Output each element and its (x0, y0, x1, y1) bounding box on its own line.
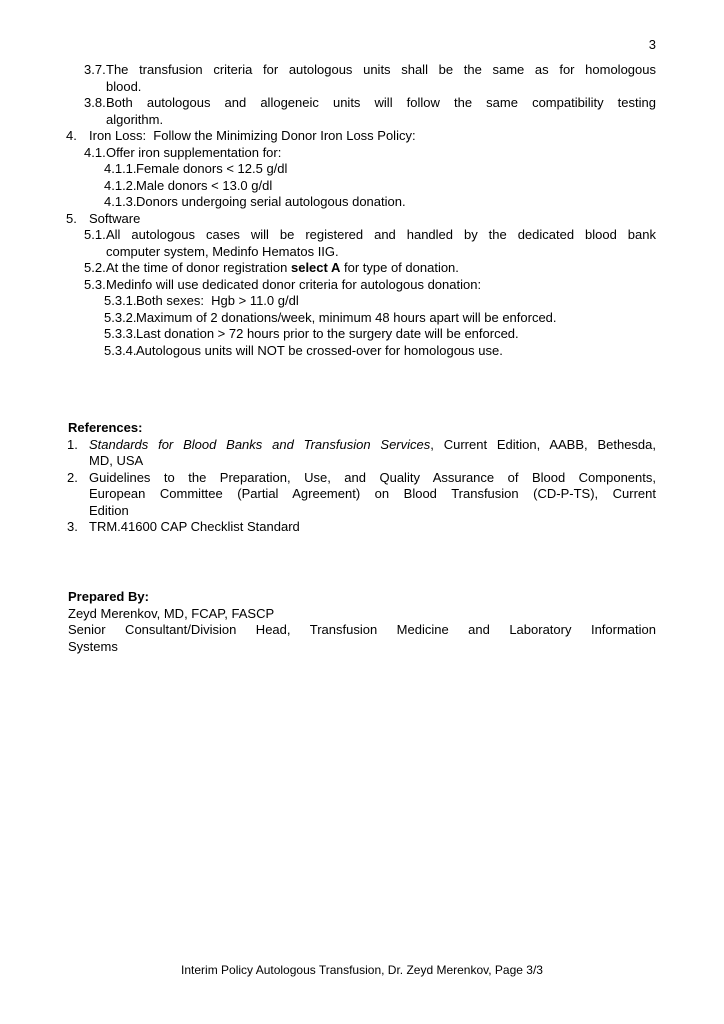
item-number: 5.3.3. (104, 326, 137, 341)
item-number: 5. (66, 210, 77, 226)
item-text (89, 211, 656, 228)
list-item-ref-3 (0, 519, 724, 536)
item-number: 1. (67, 436, 78, 452)
text-line (68, 639, 656, 656)
text-segment: blood. (106, 78, 142, 94)
text-line (106, 260, 656, 277)
text-segment: Guidelines to the Preparation, Use, and Quality Assurance of Blood Components, (89, 469, 656, 485)
item-text (106, 277, 656, 294)
text-line (106, 112, 656, 129)
list-item-5-3 (0, 277, 724, 294)
text-line (136, 178, 656, 195)
text-segment: MD, USA (89, 453, 144, 468)
text-segment: Zeyd Merenkov, MD, FCAP, FASCP (68, 605, 275, 621)
text-line (106, 62, 656, 79)
item-text (89, 437, 656, 470)
text-segment: Medinfo will use dedicated donor criteria for autologous donation: (106, 276, 482, 292)
policy-list (0, 62, 724, 359)
text-line (106, 79, 656, 96)
list-item-5-3-4 (0, 343, 724, 360)
text-segment: Systems (68, 638, 118, 654)
item-number: 3. (67, 519, 78, 534)
item-text (106, 145, 656, 162)
text-segment: The transfusion criteria for autologous units shall be the same as for homologous (106, 62, 656, 77)
item-text (89, 519, 656, 536)
text-line (89, 503, 656, 520)
text-segment: Both autologous and allogeneic units will follow the same compatibility testing (106, 95, 656, 110)
item-text (106, 95, 656, 128)
text-line (106, 145, 656, 162)
list-item-4-1 (0, 145, 724, 162)
text-segment: All autologous cases will be registered and handled by the dedicated blood bank (106, 227, 656, 242)
list-item-4 (0, 128, 724, 145)
item-text (106, 62, 656, 95)
list-item-5-1 (0, 227, 724, 260)
text-segment: computer system, Medinfo Hematos IIG. (106, 243, 339, 259)
references-heading: References: (68, 420, 143, 435)
list-item-ref-1 (0, 437, 724, 470)
list-item-3-8 (0, 95, 724, 128)
item-text (136, 194, 656, 211)
text-line (68, 606, 656, 623)
text-segment: European Committee (Partial Agreement) on Blood Transfusion (CD-P-TS), Current (89, 486, 656, 501)
text-line (89, 437, 656, 454)
item-number: 5.1. (84, 227, 106, 242)
text-line (106, 277, 656, 294)
prepared-by-heading: Prepared By: (68, 589, 149, 604)
text-line (136, 161, 656, 178)
list-item-5 (0, 211, 724, 228)
item-text (136, 326, 656, 343)
text-segment: Autologous units will NOT be crossed-over for homologous use. (136, 342, 503, 358)
text-line (68, 622, 656, 639)
item-number: 5.3.1. (104, 293, 137, 308)
text-segment: Donors undergoing serial autologous donation. (136, 194, 406, 209)
text-segment: At the time of donor registration (106, 260, 291, 275)
item-text (89, 128, 656, 145)
item-number: 5.3.4. (104, 342, 137, 358)
item-number: 5.3. (84, 276, 106, 292)
item-text (106, 260, 656, 277)
references-section (0, 420, 724, 536)
item-number: 4. (66, 128, 77, 143)
item-text (89, 470, 656, 520)
text-line (136, 194, 656, 211)
item-number: 5.2. (84, 260, 106, 275)
text-segment: Offer iron supplementation for: (106, 144, 282, 160)
text-line (106, 227, 656, 244)
text-segment: Female donors < 12.5 g/dl (136, 161, 288, 176)
text-segment: Maximum of 2 donations/week, minimum 48 hours apart will be enforced. (136, 309, 557, 325)
item-text (136, 178, 656, 195)
list-item-4-1-3 (0, 194, 724, 211)
text-segment: for type of donation. (340, 260, 459, 275)
references-list (0, 437, 724, 536)
item-number: 4.1.2. (104, 177, 137, 193)
prepared-by-lines (0, 606, 724, 656)
page-number: 3 (648, 37, 656, 52)
text-segment: select A (290, 260, 341, 275)
item-text (106, 227, 656, 260)
text-line (136, 293, 656, 310)
text-segment: Both sexes: Hgb > 11.0 g/dl (136, 293, 299, 308)
item-text (136, 161, 656, 178)
text-segment: Edition (89, 502, 129, 518)
text-segment: Last donation > 72 hours prior to the surgery date will be enforced. (136, 326, 519, 341)
list-item-3-7 (0, 62, 724, 95)
text-line (136, 310, 656, 327)
item-text (136, 293, 656, 310)
text-segment: TRM.41600 CAP Checklist Standard (89, 519, 300, 534)
page-footer: Interim Policy Autologous Transfusion, Dr. Zeyd Merenkov, Page 3/3 (181, 963, 543, 977)
text-segment: Software (89, 210, 141, 226)
item-number: 4.1. (84, 144, 106, 160)
item-number: 2. (67, 469, 78, 485)
text-segment: algorithm. (106, 111, 164, 127)
text-line (136, 343, 656, 360)
text-line (89, 470, 656, 487)
text-segment: Standards for Blood Banks and Transfusion Services (89, 436, 431, 452)
text-line (89, 453, 656, 470)
text-line (106, 95, 656, 112)
text-segment: Senior Consultant/Division Head, Transfusion Medicine and Laboratory Information (68, 622, 656, 637)
list-item-5-3-2 (0, 310, 724, 327)
text-segment: Male donors < 13.0 g/dl (136, 177, 273, 193)
text-line (89, 486, 656, 503)
item-text (136, 310, 656, 327)
text-segment: , Current Edition, AABB, Bethesda, (430, 436, 657, 452)
text-line (136, 326, 656, 343)
item-number: 4.1.3. (104, 194, 137, 209)
item-number: 4.1.1. (104, 161, 137, 176)
list-item-5-2 (0, 260, 724, 277)
list-item-4-1-2 (0, 178, 724, 195)
item-number: 5.3.2. (104, 309, 137, 325)
text-segment: Iron Loss: Follow the Minimizing Donor Iron Loss Policy: (89, 128, 416, 143)
text-line (89, 211, 656, 228)
item-number: 3.8. (84, 95, 106, 110)
list-item-ref-2 (0, 470, 724, 520)
prepared-by-section (0, 589, 724, 655)
list-item-5-3-1 (0, 293, 724, 310)
text-line (89, 128, 656, 145)
text-line (89, 519, 656, 536)
item-text (136, 343, 656, 360)
item-number: 3.7. (84, 62, 106, 77)
list-item-5-3-3 (0, 326, 724, 343)
text-line (106, 244, 656, 261)
list-item-4-1-1 (0, 161, 724, 178)
